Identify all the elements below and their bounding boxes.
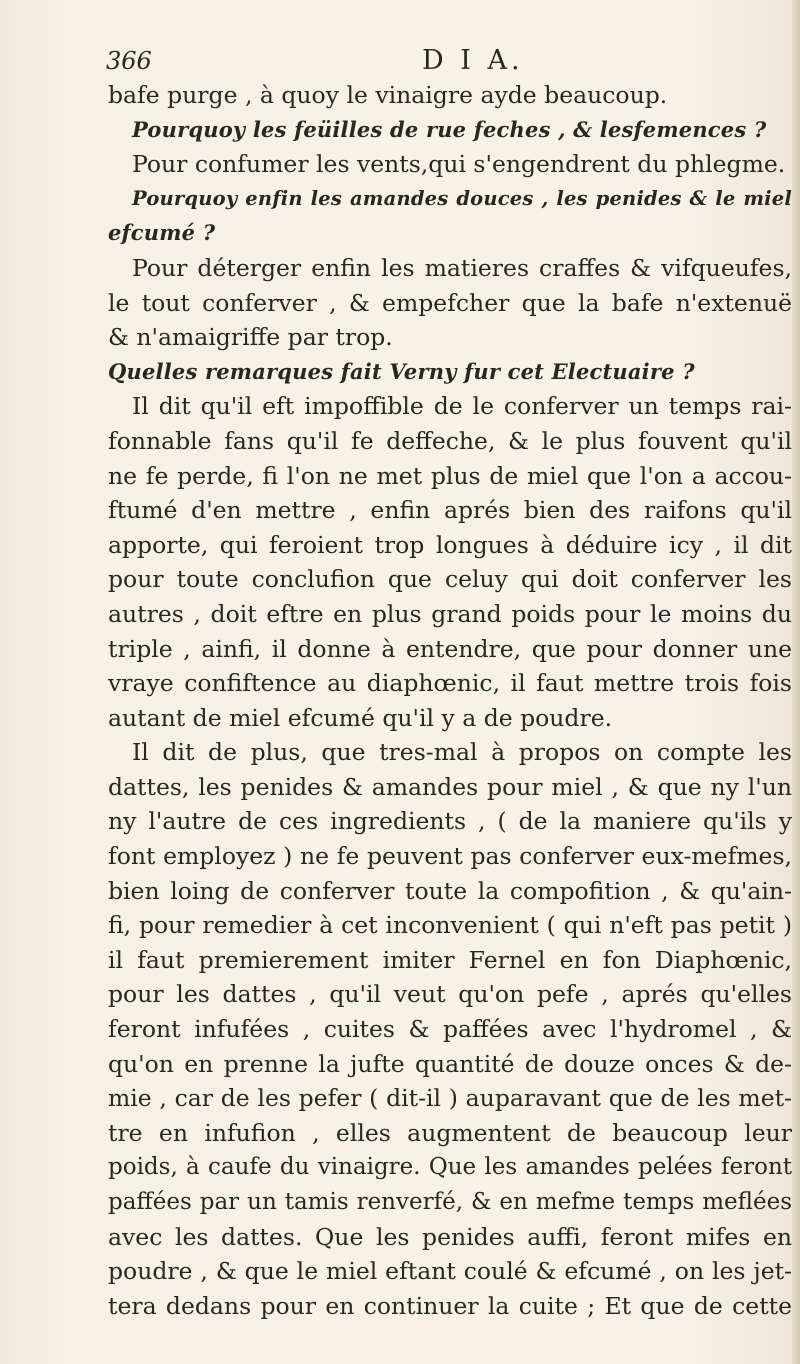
text-line: font employez ) ne fe peuvent pas conferver eux-mefmes, — [108, 842, 792, 871]
question-line: Quelles remarques fait Verny fur cet Electuaire ? — [108, 358, 695, 384]
question-line: Pourquoy les feüilles de rue feches , & lesfemences ? — [132, 116, 767, 142]
question-line: efcumé ? — [108, 220, 216, 246]
text-line: tre en infufion , elles augmentent de beaucoup leur — [108, 1118, 792, 1147]
text-line: Il dit de plus, que tres-mal à propos on compte les — [132, 738, 792, 767]
text-line: autres , doit eftre en plus grand poids pour le moins du — [108, 599, 792, 628]
text-line: pour les dattes , qu'il veut qu'on pefe , aprés qu'elles — [108, 980, 792, 1009]
text-line: fonnable fans qu'il fe deffeche, & le plus fouvent qu'il — [108, 426, 792, 455]
text-line: autant de miel efcumé qu'il y a de poudre. — [108, 703, 613, 732]
text-line: qu'on en prenne la jufte quantité de douze onces & de- — [108, 1049, 792, 1078]
text-line: apporte, qui feroient trop longues à déduire icy , il dit — [108, 530, 792, 559]
text-line: fi, pour remedier à cet inconvenient ( qui n'eft pas petit ) — [108, 911, 792, 940]
text-line: Il dit qu'il eft impoffible de le conferver un temps rai- — [132, 392, 792, 421]
text-line: pour toute conclufion que celuy qui doit conferver les — [108, 565, 792, 594]
question-line: Pourquoy enfin les amandes douces , les penides & le miel — [132, 186, 792, 210]
text-line: avec les dattes. Que les penides auffi, feront mifes en — [108, 1222, 792, 1251]
page-number: 366 — [106, 47, 152, 75]
text-line: & n'amaigriffe par trop. — [108, 323, 393, 352]
text-line: vraye confiftence au diaphœnic, il faut mettre trois fois — [108, 669, 792, 698]
text-line: bafe purge , à quoy le vinaigre ayde beaucoup. — [108, 81, 668, 109]
text-line: poids, à caufe du vinaigre. Que les amandes pelées feront — [108, 1154, 792, 1181]
page-edge — [792, 0, 800, 1364]
text-line: bien loing de conferver toute la compofition , & qu'ain- — [108, 876, 792, 905]
text-line: triple , ainfi, il donne à entendre, que pour donner une — [108, 634, 792, 663]
text-line: mie , car de les pefer ( dit-il ) auparavant que de les met- — [108, 1084, 792, 1113]
text-line: dattes, les penides & amandes pour miel , & que ny l'un — [108, 772, 792, 801]
text-line: il faut premierement imiter Fernel en fon Diaphœnic, — [108, 945, 792, 974]
text-line: feront infufées , cuites & paffées avec l'hydromel , & — [108, 1015, 792, 1044]
text-line: paffées par un tamis renverfé, & en mefme temps meflées — [108, 1189, 792, 1215]
text-line: Pour déterger enfin les matieres craffes & vifqueufes, — [132, 253, 792, 282]
page-header — [106, 44, 666, 78]
text-line: poudre , & que le miel eftant coulé & efcumé , on les jet- — [108, 1257, 792, 1286]
text-line: Pour confumer les vents,qui s'engendrent du phlegme. — [132, 150, 786, 179]
text-line: ne fe perde, fi l'on ne met plus de miel que l'on a accou- — [108, 461, 792, 490]
body-text — [108, 78, 792, 1323]
running-head: D I A. — [422, 45, 524, 76]
text-line: tera dedans pour en continuer la cuite ; Et que de cette — [108, 1291, 792, 1320]
text-line: ny l'autre de ces ingredients , ( de la maniere qu'ils y — [108, 807, 792, 836]
text-line: le tout conferver , & empefcher que la bafe n'extenuë — [108, 288, 792, 317]
text-line: ftumé d'en mettre , enfin aprés bien des raifons qu'il — [108, 496, 792, 525]
